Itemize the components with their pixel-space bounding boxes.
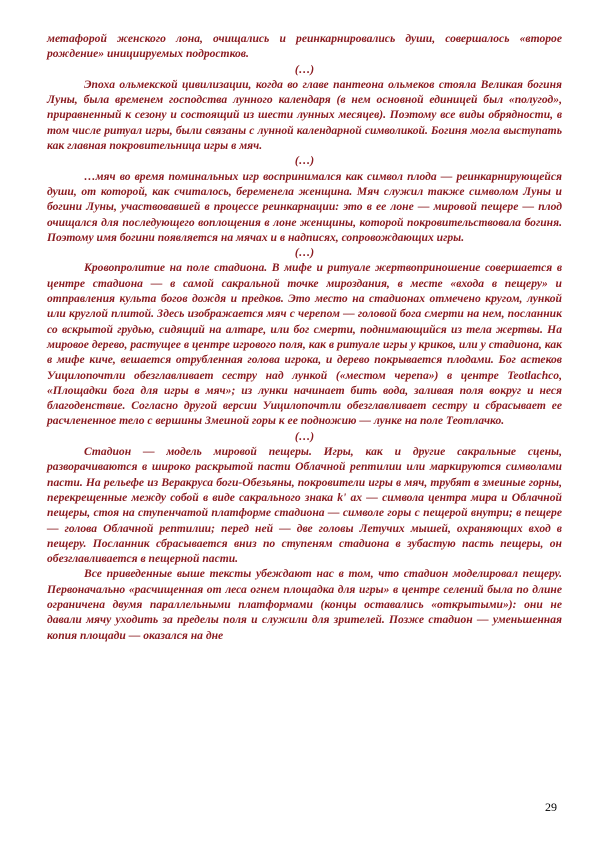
- paragraph: метафорой женского лона, очищались и реинкарнировались души, совершалось «второе рождение» инициируемых подростков.: [47, 32, 562, 61]
- paragraph: Стадион — модель мировой пещеры. Игры, как и другие сакральные сцены, разворачиваются в широко раскрытой пасти Облачной рептилии или маркируются символами пасти. На рельефе из Веракруса боги-Обезьяны, покровители игры в мяч, трубят в змеиные горны, перекрещенные между собой в виде сакрального знака k' ах — символа центра мира и Облачной пещеры, стоя на ступенчатой платформе стадиона — символе горы с пещерой внутри; в пещере — голова Облачной рептилии; перед ней — две головы Летучих мышей, охраняющих вход в пещеру. Посланник сбрасывается вниз по ступеням стадиона в зубастую пасть пещеры, он обезглавливается в пещерной пасти.: [47, 445, 562, 566]
- section-separator: (…): [294, 246, 315, 260]
- section-separator: (…): [294, 429, 315, 443]
- page-number: 29: [545, 800, 557, 814]
- document-body: [47, 31, 562, 643]
- paragraph: Эпоха ольмекской цивилизации, когда во главе пантеона ольмеков стояла Великая богиня Луны, была временем господства лунного календаря (в нем основной единицей был «полугод», приравненный к сезону и состоящий из шести лунных месяцев). Поэтому все виды обрядности, в том числе ритуал игры, были связаны с лунной календарной символикой. Богиня могла выступать как главная покровительница игры в мяч.: [47, 77, 562, 153]
- section-separator: (…): [294, 62, 315, 76]
- paragraph: …мяч во время поминальных игр воспринимался как символ плода — реинкарнирующейся души, от которой, как считалось, беременела женщина. Мяч служил также символом Луны и богини Луны, участвовавшей в процессе реинкарнации: это в ее лоне — мировой пещере — плод очищался для последующего воплощения в лоне женщины, которой покровительствовала богиня. Поэтому имя богини появляется на мячах и в надписях, сопровождающих игры.: [47, 169, 562, 244]
- paragraph: Кровопролитие на поле стадиона. В мифе и ритуале жертвоприношение совершается в центре стадиона — в самой сакральной точке мироздания, в месте «входа в пещеру» и отправления культа богов дождя и предков. Это место на стадионах отмечено кругом, лункой или круглой плитой. Здесь изображается мяч с черепом — головой бога смерти на нем, посланник со вскрытой грудью, сидящий на алтаре, или бог смерти, поднимающийся из тела жертвы. На мировое дерево, растущее в центре игрового поля, как в ритуале игры у криков, или у стадиона, как в мифе киче, вешается отрубленная голова игрока, и дерево покрывается плодами. Бог астеков Уицилопочтли обезглавливает сестру над лункой («местом черепа») в центре Teotlachco, «Площадки бога для игры в мяч»; из лунки начинает бить вода, заливая поля вокруг и неся благоденствие. Согласно другой версии Уицилопочтли обезглавливает сестру и сбрасывает ее расчлененное тело с вершины Змеиной горы к ее подножию — лунке на поле Теотлачко.: [47, 261, 562, 428]
- section-separator: (…): [294, 154, 315, 168]
- paragraph: Все приведенные выше тексты убеждают нас в том, что стадион моделировал пещеру. Первоначально «расчищенная от леса огнем площадка для игры» в центре селений была по длине ограничена двумя параллельными платформами (концы оставались «открытыми»): они не давали мячу уходить за пределы поля и служили для зрителей. Позже стадион — уменьшенная копия площади — оказался на дне: [47, 567, 562, 642]
